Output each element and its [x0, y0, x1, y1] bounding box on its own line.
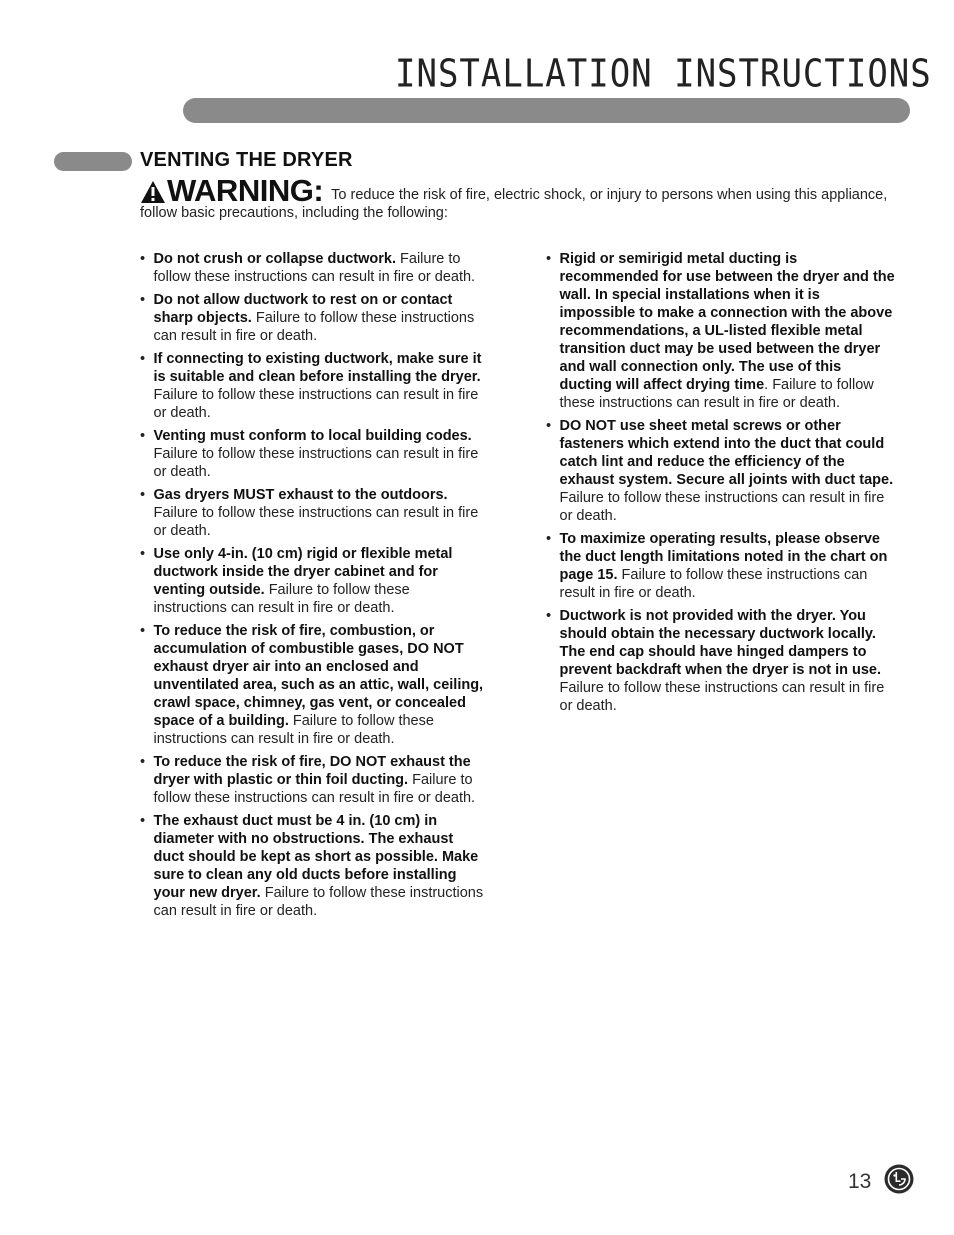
warning-text: To reduce the risk of fire, electric shock, or injury to persons when using this appliance, follow basic precautions, including the following:: [140, 187, 888, 221]
page-number: 13: [848, 1170, 872, 1193]
list-item: • The exhaust duct must be 4 in. (10 cm) in diameter with no obstructions. The exhaust duct should be kept as short as possible. Make sure to clean any old ducts before installing your new dryer. Failure to follow these instructions can result in fire or death.: [140, 812, 485, 920]
page-header-title: INSTALLATION INSTRUCTIONS: [395, 52, 932, 97]
list-item: • Venting must conform to local building codes. Failure to follow these instructions can result in fire or death.: [140, 427, 485, 481]
list-item: • Use only 4-in. (10 cm) rigid or flexible metal ductwork inside the dryer cabinet and for venting outside. Failure to follow these instructions can result in fire or death.: [140, 545, 485, 617]
list-item: • Do not crush or collapse ductwork. Failure to follow these instructions can result in fire or death.: [140, 250, 485, 286]
list-item: • DO NOT use sheet metal screws or other fasteners which extend into the duct that could catch lint and reduce the efficiency of the exhaust system. Secure all joints with duct tape. Failure to follow these instructions can result in fire or death.: [546, 417, 896, 525]
bullet-list-left: [140, 250, 485, 925]
warning-label: [140, 173, 323, 208]
section-marker-pill: [54, 152, 132, 171]
list-item: • To reduce the risk of fire, DO NOT exhaust the dryer with plastic or thin foil ducting. Failure to follow these instructions can result in fire or death.: [140, 753, 485, 807]
section-title: VENTING THE DRYER: [140, 149, 353, 171]
header-bar: [183, 98, 910, 123]
list-item: • Rigid or semirigid metal ducting is recommended for use between the dryer and the wall. In special installations when it is impossible to make a connection with the above recommendations, a UL-listed flexible metal transition duct may be used between the dryer and wall connection only. The use of this ducting will affect drying time. Failure to follow these instructions can result in fire or death.: [546, 250, 896, 412]
list-item: • To maximize operating results, please observe the duct length limitations noted in the chart on page 15. Failure to follow these instructions can result in fire or death.: [546, 530, 896, 602]
list-item: • Do not allow ductwork to rest on or contact sharp objects. Failure to follow these instructions can result in fire or death.: [140, 291, 485, 345]
list-item: • Gas dryers MUST exhaust to the outdoors. Failure to follow these instructions can result in fire or death.: [140, 486, 485, 540]
lg-logo-icon: [884, 1164, 914, 1199]
list-item: • If connecting to existing ductwork, make sure it is suitable and clean before installing the dryer. Failure to follow these instructions can result in fire or death.: [140, 350, 485, 422]
list-item: • To reduce the risk of fire, combustion, or accumulation of combustible gases, DO NOT exhaust dryer air into an enclosed and unventilated area, such as an attic, wall, ceiling, crawl space, chimney, gas vent, or concealed space of a building. Failure to follow these instructions can result in fire or death.: [140, 622, 485, 748]
warning-block: [140, 173, 900, 222]
warning-label-text: WARNING:: [167, 173, 324, 208]
warning-triangle-icon: [140, 180, 166, 204]
list-item: • Ductwork is not provided with the dryer. You should obtain the necessary ductwork locally. The end cap should have hinged dampers to prevent backdraft when the dryer is not in use. Failure to follow these instructions can result in fire or death.: [546, 607, 896, 715]
bullet-list-right: [546, 250, 896, 720]
